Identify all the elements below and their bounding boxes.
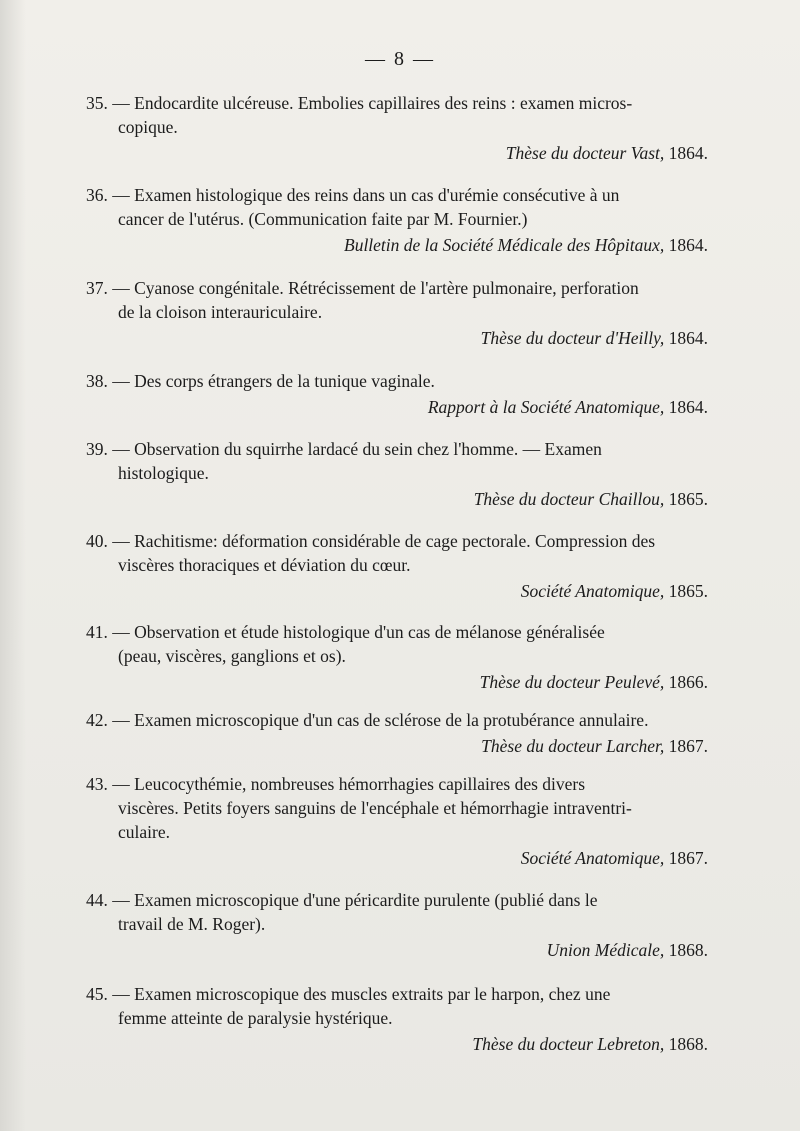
entry-first-line: — Examen histologique des reins dans un cas d'urémie consécutive à un	[112, 185, 620, 205]
entry-number: 36.	[86, 185, 108, 205]
entry-text	[86, 369, 708, 393]
entry-text	[86, 91, 708, 115]
page-edge-shadow	[0, 0, 26, 1131]
source-year: 1867.	[668, 848, 708, 868]
entry-first-line: — Rachitisme: déformation considérable de cage pectorale. Compression des	[112, 531, 656, 551]
entry-first-line: — Examen microscopique d'une péricardite purulente (publié dans le	[112, 890, 598, 910]
entry-number: 45.	[86, 984, 108, 1004]
entry-continuation: cancer de l'utérus. (Communication faite par M. Fournier.)	[118, 209, 528, 229]
source-title: Société Anatomique,	[520, 848, 665, 868]
entry-first-line: — Endocardite ulcéreuse. Embolies capillaires des reins : examen micros-	[112, 93, 633, 113]
entry-number: 44.	[86, 890, 108, 910]
entry-text	[86, 708, 708, 732]
entry-text	[86, 183, 708, 207]
entry-source	[86, 670, 708, 694]
entry-continuation: (peau, viscères, ganglions et os).	[118, 646, 346, 666]
entry-first-line: — Examen microscopique des muscles extraits par le harpon, chez une	[112, 984, 611, 1004]
entry-first-line: — Leucocythémie, nombreuses hémorrhagies capillaires des divers	[112, 774, 586, 794]
entry-text	[86, 888, 708, 912]
entry-source	[86, 487, 708, 511]
bibliography-entry-39	[86, 437, 708, 511]
entry-text	[86, 529, 708, 553]
source-title: Thèse du docteur Lebreton,	[472, 1034, 665, 1054]
source-title: Thèse du docteur Larcher,	[481, 736, 665, 756]
source-year: 1865.	[668, 489, 708, 509]
entry-continuation: viscères. Petits foyers sanguins de l'encéphale et hémorrhagie intraventri-	[118, 798, 632, 818]
entry-text	[86, 620, 708, 644]
source-title: Thèse du docteur d'Heilly,	[480, 328, 665, 348]
entry-continuation: de la cloison interauriculaire.	[118, 302, 323, 322]
entry-continuation-2: culaire.	[118, 822, 170, 842]
source-year: 1864.	[668, 143, 708, 163]
bibliography-entry-35	[86, 91, 708, 165]
entry-first-line: — Examen microscopique d'un cas de sclérose de la protubérance annulaire.	[112, 710, 649, 730]
source-title: Union Médicale,	[546, 940, 665, 960]
bibliography-entry-43	[86, 772, 708, 870]
entry-number: 41.	[86, 622, 108, 642]
entry-continuation: femme atteinte de paralysie hystérique.	[118, 1008, 393, 1028]
source-title: Thèse du docteur Chaillou,	[473, 489, 665, 509]
source-year: 1868.	[668, 940, 708, 960]
entry-first-line: — Cyanose congénitale. Rétrécissement de l'artère pulmonaire, perforation	[112, 278, 639, 298]
bibliography-entry-42	[86, 708, 708, 758]
entry-source	[86, 1032, 708, 1056]
entry-first-line: — Observation et étude histologique d'un cas de mélanose généralisée	[112, 622, 605, 642]
source-title: Rapport à la Société Anatomique,	[427, 397, 665, 417]
entry-source	[86, 579, 708, 603]
bibliography-entry-45	[86, 982, 708, 1056]
bibliography-entry-37	[86, 276, 708, 350]
entry-continuation: copique.	[118, 117, 178, 137]
entry-source	[86, 734, 708, 758]
bibliography-entry-38	[86, 369, 708, 419]
entry-continuation: histologique.	[118, 463, 209, 483]
entry-source	[86, 395, 708, 419]
entry-number: 38.	[86, 371, 108, 391]
source-year: 1866.	[668, 672, 708, 692]
source-year: 1865.	[668, 581, 708, 601]
source-year: 1868.	[668, 1034, 708, 1054]
source-year: 1864.	[668, 328, 708, 348]
entry-number: 42.	[86, 710, 108, 730]
source-title: Thèse du docteur Vast,	[505, 143, 665, 163]
source-year: 1864.	[668, 235, 708, 255]
entry-first-line: — Observation du squirrhe lardacé du sein chez l'homme. — Examen	[112, 439, 602, 459]
entry-source	[86, 326, 708, 350]
entry-text	[86, 982, 708, 1006]
entry-number: 39.	[86, 439, 108, 459]
source-year: 1867.	[668, 736, 708, 756]
bibliography-entry-41	[86, 620, 708, 694]
entry-continuation: travail de M. Roger).	[118, 914, 266, 934]
entry-source	[86, 233, 708, 257]
entry-text	[86, 437, 708, 461]
bibliography-entry-40	[86, 529, 708, 603]
entry-text	[86, 772, 708, 796]
entry-source	[86, 141, 708, 165]
entry-text	[86, 276, 708, 300]
page-number: — 8 —	[365, 48, 435, 70]
bibliography-entry-36	[86, 183, 708, 257]
entry-first-line: — Des corps étrangers de la tunique vaginale.	[112, 371, 435, 391]
bibliography-entry-44	[86, 888, 708, 962]
entry-number: 43.	[86, 774, 108, 794]
source-title: Société Anatomique,	[520, 581, 665, 601]
entry-number: 37.	[86, 278, 108, 298]
source-year: 1864.	[668, 397, 708, 417]
entry-number: 35.	[86, 93, 108, 113]
entry-source	[86, 938, 708, 962]
entry-continuation: viscères thoraciques et déviation du cœur.	[118, 555, 411, 575]
entry-number: 40.	[86, 531, 108, 551]
entry-source	[86, 846, 708, 870]
source-title: Thèse du docteur Peulevé,	[479, 672, 665, 692]
source-title: Bulletin de la Société Médicale des Hôpitaux,	[344, 235, 665, 255]
